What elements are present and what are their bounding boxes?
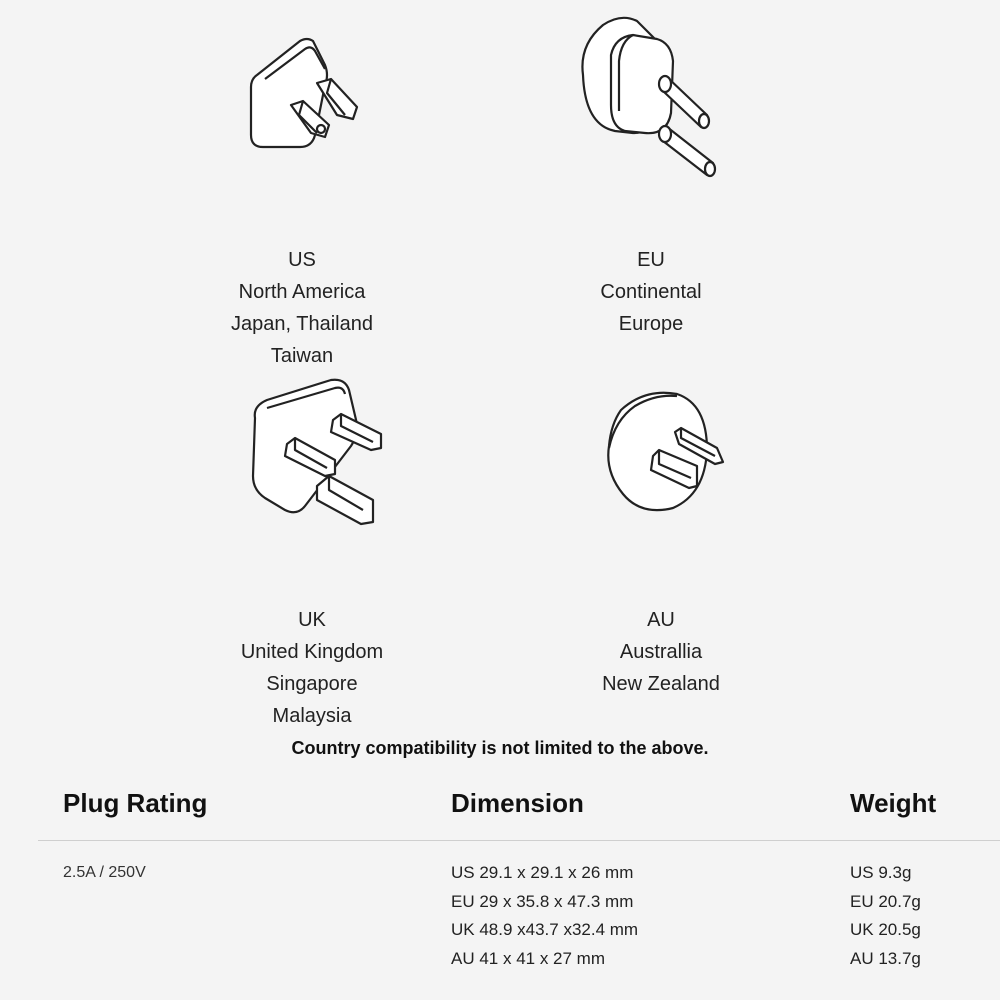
plug-region: New Zealand	[602, 673, 720, 695]
weight-value: AU 13.7g	[850, 949, 921, 969]
us-plug-icon	[245, 35, 370, 155]
plug-code: EU	[637, 249, 665, 271]
compatibility-note: Country compatibility is not limited to the above.	[291, 738, 709, 758]
plug-code: AU	[647, 609, 675, 631]
dimension-value: US 29.1 x 29.1 x 26 mm	[451, 863, 634, 882]
plug-region: Taiwan	[270, 345, 334, 367]
plug-region: North America	[238, 281, 366, 303]
plug-region: Singapore	[266, 673, 358, 695]
dimension-values	[451, 859, 638, 974]
au-plug-icon	[605, 390, 730, 515]
eu-plug-icon	[575, 15, 730, 175]
plug-region: Malaysia	[272, 705, 352, 727]
plug-label-uk	[212, 604, 412, 732]
plug-rating-header: Plug Rating	[63, 788, 208, 818]
plug-code: US	[288, 249, 316, 271]
plug-region: United Kingdom	[240, 641, 384, 663]
dimension-value: AU 41 x 41 x 27 mm	[451, 949, 606, 969]
plug-label-us	[202, 244, 402, 372]
plug-region: Japan, Thailand	[231, 313, 373, 335]
weight-value: EU 20.7g	[850, 891, 921, 911]
plug-rating-value: 2.5A / 250V	[63, 864, 146, 881]
weight-values	[850, 859, 921, 974]
plug-region: Continental	[600, 281, 702, 303]
weight-value: US 9.3g	[850, 863, 912, 882]
plug-label-eu	[551, 244, 751, 340]
plug-label-au	[561, 604, 761, 700]
plug-region: Europe	[618, 313, 684, 335]
spec-divider	[38, 840, 1000, 841]
plug-rating-values	[63, 859, 146, 888]
dimension-value: EU 29 x 35.8 x 47.3 mm	[451, 891, 634, 911]
uk-plug-icon	[245, 378, 395, 528]
plug-code: UK	[298, 609, 326, 631]
dimension-header: Dimension	[451, 788, 584, 818]
plug-region: Australlia	[619, 641, 703, 663]
dimension-value: UK 48.9 x43.7 x32.4 mm	[451, 920, 639, 940]
weight-value: UK 20.5g	[850, 920, 921, 940]
weight-header: Weight	[850, 788, 937, 818]
